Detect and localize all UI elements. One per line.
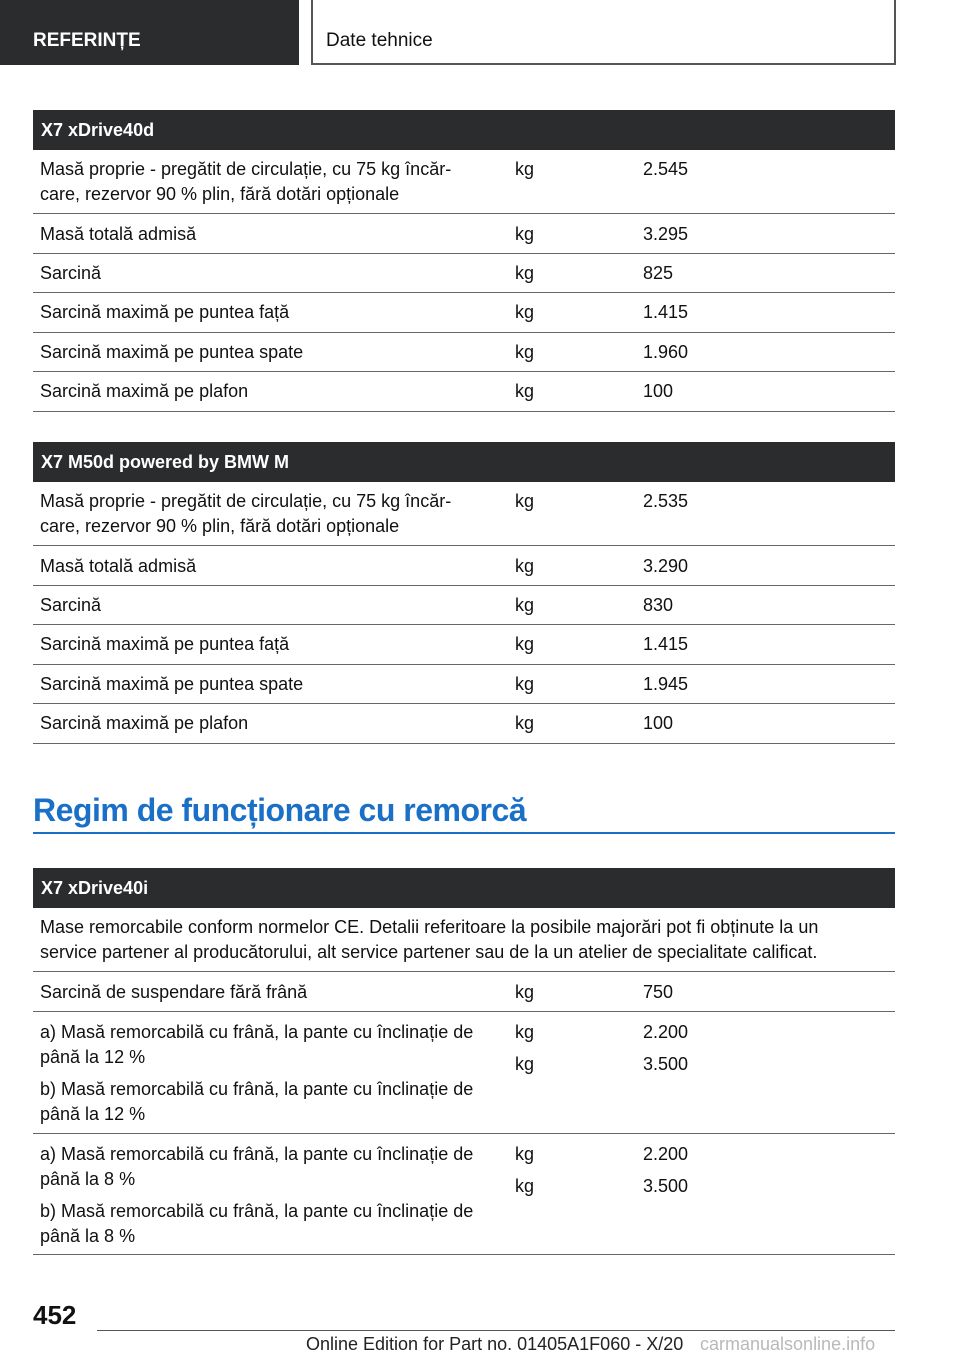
row-value: 2.200 3.500 — [643, 1144, 689, 1196]
row-unit: kg — [515, 982, 535, 1002]
table-note-row — [33, 908, 895, 972]
row-label: Masă proprie - pregătit de circulație, cu 75 kg încăr- care, rezervor 90 % plin, fără dotări opționale — [40, 159, 452, 204]
row-label: Sarcină de suspendare fără frână — [40, 982, 308, 1002]
table-row — [33, 1134, 895, 1255]
row-value: 3.290 — [643, 556, 689, 576]
table-title: X7 M50d powered by BMW M — [33, 442, 895, 482]
page-number: 452 — [33, 1300, 77, 1330]
table-title: X7 xDrive40d — [33, 110, 895, 150]
row-label: Sarcină maximă pe puntea spate — [40, 342, 304, 362]
row-label: Sarcină — [40, 263, 102, 283]
row-unit: kg — [515, 595, 535, 615]
row-value: 1.945 — [643, 674, 689, 694]
row-unit: kg — [515, 159, 535, 179]
row-value: 2.545 — [643, 159, 689, 179]
row-unit: kg — [515, 342, 535, 362]
row-value: 2.535 — [643, 491, 689, 511]
table-row — [33, 372, 895, 412]
row-unit: kg — [515, 263, 535, 283]
table-note: Mase remorcabile conform normelor CE. Detalii referitoare la posibile majorări pot fi obținute la un service partener al producătorului, alt service partener sau de la un atelier de specialitate calificat. — [40, 917, 819, 962]
row-label: Sarcină maximă pe plafon — [40, 713, 249, 733]
row-label: a) Masă remorcabilă cu frână, la pante cu înclinație de până la 12 % b) Masă remorcabilă cu frână, la pante cu înclinație de până la 12 % — [40, 1022, 474, 1124]
table-x7-m50d — [33, 442, 895, 744]
table-row — [33, 333, 895, 372]
table-row — [33, 546, 895, 586]
row-label: a) Masă remorcabilă cu frână, la pante cu înclinație de până la 8 % b) Masă remorcabilă cu frână, la pante cu înclinație de până la 8 % — [40, 1144, 474, 1246]
table-title: X7 xDrive40i — [33, 868, 895, 908]
row-unit: kg — [515, 674, 535, 694]
table-x7-xdrive40i-towing — [33, 868, 895, 1255]
row-label: Sarcină — [40, 595, 102, 615]
row-label: Sarcină maximă pe plafon — [40, 381, 249, 401]
row-value: 1.415 — [643, 634, 689, 654]
row-label: Masă proprie - pregătit de circulație, cu 75 kg încăr- care, rezervor 90 % plin, fără dotări opționale — [40, 491, 452, 536]
table-row — [33, 1012, 895, 1134]
table-row — [33, 665, 895, 704]
row-value: 100 — [643, 381, 674, 401]
footer-divider — [97, 1330, 895, 1331]
header-chapter-tab: Date tehnice — [311, 0, 896, 65]
footer-edition-text: Online Edition for Part no. 01405A1F060 - X/20 — [306, 1334, 684, 1354]
table-row — [33, 214, 895, 254]
row-value: 1.415 — [643, 302, 689, 322]
header-section-tab: REFERINȚE — [0, 0, 299, 65]
row-unit: kg — [515, 224, 535, 244]
table-row — [33, 704, 895, 744]
row-value: 2.200 3.500 — [643, 1022, 689, 1074]
row-unit: kg — [515, 302, 535, 322]
row-unit: kg — [515, 713, 535, 733]
table-row — [33, 482, 895, 546]
row-label: Masă totală admisă — [40, 224, 197, 244]
section-heading: Regim de funcționare cu remorcă — [33, 792, 895, 834]
row-label: Sarcină maximă pe puntea față — [40, 634, 290, 654]
row-value: 100 — [643, 713, 674, 733]
table-x7-xdrive40d — [33, 110, 895, 412]
table-row — [33, 150, 895, 214]
table-row — [33, 586, 895, 625]
row-value: 1.960 — [643, 342, 689, 362]
row-unit: kg — [515, 556, 535, 576]
row-label: Sarcină maximă pe puntea spate — [40, 674, 304, 694]
row-unit: kg — [515, 381, 535, 401]
row-unit: kg — [515, 634, 535, 654]
row-unit: kg — [515, 491, 535, 511]
row-unit: kg kg — [515, 1022, 535, 1074]
table-row — [33, 625, 895, 665]
row-value: 825 — [643, 263, 674, 283]
watermark: carmanualsonline.info — [700, 1334, 876, 1354]
row-label: Masă totală admisă — [40, 556, 197, 576]
row-label: Sarcină maximă pe puntea față — [40, 302, 290, 322]
table-row — [33, 293, 895, 333]
row-value: 3.295 — [643, 224, 689, 244]
row-value: 830 — [643, 595, 674, 615]
table-row — [33, 972, 895, 1012]
table-row — [33, 254, 895, 293]
row-unit: kg kg — [515, 1144, 535, 1196]
row-value: 750 — [643, 982, 674, 1002]
